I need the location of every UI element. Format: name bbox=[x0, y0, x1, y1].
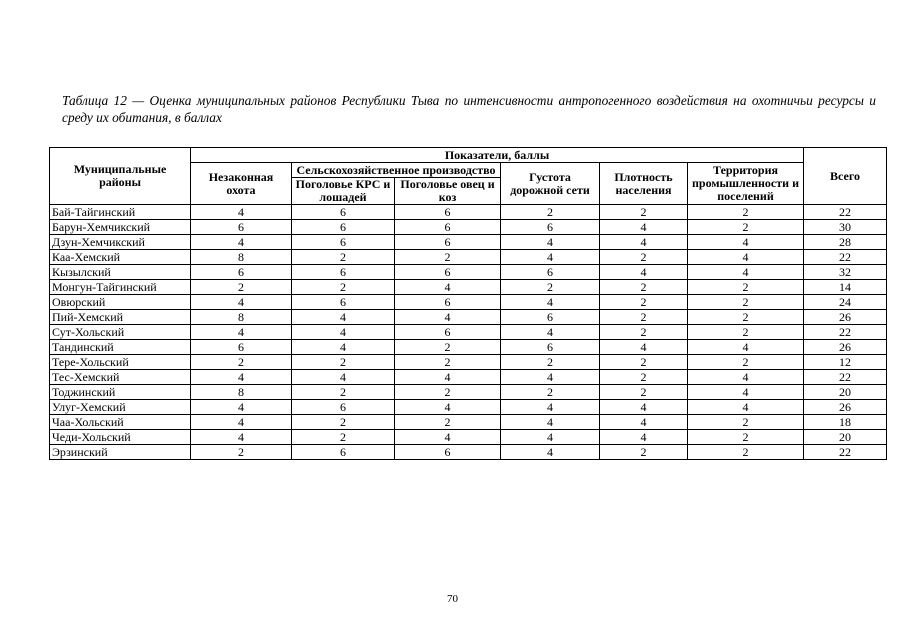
cell-roads: 2 bbox=[501, 280, 600, 295]
cell-district: Дзун-Хемчикский bbox=[50, 235, 191, 250]
cell-cattle: 4 bbox=[292, 325, 395, 340]
cell-poaching: 4 bbox=[191, 205, 292, 220]
cell-poaching: 2 bbox=[191, 445, 292, 460]
cell-industry: 2 bbox=[688, 310, 804, 325]
cell-total: 14 bbox=[804, 280, 887, 295]
header-poaching: Незаконная охота bbox=[191, 163, 292, 205]
header-sheep: Поголовье овец и коз bbox=[395, 178, 501, 205]
table-row bbox=[50, 385, 887, 400]
cell-total: 32 bbox=[804, 265, 887, 280]
cell-population: 2 bbox=[600, 355, 688, 370]
cell-district: Тоджинский bbox=[50, 385, 191, 400]
cell-industry: 4 bbox=[688, 340, 804, 355]
cell-industry: 2 bbox=[688, 280, 804, 295]
cell-cattle: 2 bbox=[292, 355, 395, 370]
cell-poaching: 6 bbox=[191, 340, 292, 355]
table-row bbox=[50, 370, 887, 385]
cell-poaching: 6 bbox=[191, 220, 292, 235]
cell-population: 2 bbox=[600, 370, 688, 385]
table-row bbox=[50, 205, 887, 220]
assessment-table bbox=[49, 147, 887, 460]
table-row bbox=[50, 355, 887, 370]
header-total: Всего bbox=[804, 148, 887, 205]
cell-sheep: 6 bbox=[395, 445, 501, 460]
cell-industry: 2 bbox=[688, 220, 804, 235]
table-row bbox=[50, 415, 887, 430]
cell-district: Бай-Тайгинский bbox=[50, 205, 191, 220]
cell-roads: 4 bbox=[501, 295, 600, 310]
cell-poaching: 8 bbox=[191, 310, 292, 325]
page-number: 70 bbox=[447, 593, 458, 605]
header-population: Плотность населения bbox=[600, 163, 688, 205]
cell-industry: 2 bbox=[688, 355, 804, 370]
cell-total: 26 bbox=[804, 340, 887, 355]
cell-poaching: 4 bbox=[191, 415, 292, 430]
cell-sheep: 2 bbox=[395, 355, 501, 370]
table-caption: Таблица 12 — Оценка муниципальных районов Республики Тыва по интенсивности антропогенного воздействия на охотничьи ресурсы и среду их обитания, в баллах bbox=[62, 93, 876, 125]
header-indicators: Показатели, баллы bbox=[191, 148, 804, 163]
cell-cattle: 6 bbox=[292, 445, 395, 460]
cell-population: 2 bbox=[600, 295, 688, 310]
table-row bbox=[50, 265, 887, 280]
cell-cattle: 4 bbox=[292, 370, 395, 385]
cell-poaching: 8 bbox=[191, 385, 292, 400]
table-row bbox=[50, 235, 887, 250]
cell-total: 22 bbox=[804, 250, 887, 265]
cell-roads: 4 bbox=[501, 430, 600, 445]
cell-industry: 4 bbox=[688, 400, 804, 415]
cell-population: 2 bbox=[600, 325, 688, 340]
cell-population: 4 bbox=[600, 415, 688, 430]
cell-roads: 4 bbox=[501, 445, 600, 460]
cell-roads: 4 bbox=[501, 250, 600, 265]
cell-poaching: 2 bbox=[191, 280, 292, 295]
cell-district: Эрзинский bbox=[50, 445, 191, 460]
cell-poaching: 4 bbox=[191, 400, 292, 415]
cell-sheep: 4 bbox=[395, 400, 501, 415]
cell-sheep: 4 bbox=[395, 370, 501, 385]
cell-cattle: 6 bbox=[292, 400, 395, 415]
table-row bbox=[50, 220, 887, 235]
cell-population: 2 bbox=[600, 280, 688, 295]
header-industry: Территория промышленности и поселений bbox=[688, 163, 804, 205]
cell-industry: 2 bbox=[688, 415, 804, 430]
cell-industry: 4 bbox=[688, 235, 804, 250]
header-district: Муниципальные районы bbox=[50, 148, 191, 205]
cell-poaching: 2 bbox=[191, 355, 292, 370]
cell-district: Чеди-Хольский bbox=[50, 430, 191, 445]
cell-industry: 4 bbox=[688, 385, 804, 400]
cell-sheep: 2 bbox=[395, 415, 501, 430]
header-roads: Густота дорожной сети bbox=[501, 163, 600, 205]
cell-district: Каа-Хемский bbox=[50, 250, 191, 265]
cell-district: Пий-Хемский bbox=[50, 310, 191, 325]
cell-industry: 2 bbox=[688, 205, 804, 220]
cell-total: 20 bbox=[804, 385, 887, 400]
cell-industry: 4 bbox=[688, 265, 804, 280]
header-cattle: Поголовье КРС и лошадей bbox=[292, 178, 395, 205]
cell-total: 24 bbox=[804, 295, 887, 310]
cell-cattle: 6 bbox=[292, 295, 395, 310]
cell-roads: 2 bbox=[501, 355, 600, 370]
cell-total: 26 bbox=[804, 400, 887, 415]
cell-population: 2 bbox=[600, 310, 688, 325]
cell-population: 4 bbox=[600, 400, 688, 415]
cell-total: 26 bbox=[804, 310, 887, 325]
table-row bbox=[50, 295, 887, 310]
cell-sheep: 6 bbox=[395, 220, 501, 235]
cell-poaching: 4 bbox=[191, 295, 292, 310]
cell-sheep: 2 bbox=[395, 250, 501, 265]
cell-poaching: 4 bbox=[191, 370, 292, 385]
cell-cattle: 6 bbox=[292, 220, 395, 235]
cell-total: 28 bbox=[804, 235, 887, 250]
table-row bbox=[50, 325, 887, 340]
cell-sheep: 4 bbox=[395, 430, 501, 445]
cell-total: 18 bbox=[804, 415, 887, 430]
cell-roads: 6 bbox=[501, 265, 600, 280]
header-agriculture: Сельскохозяйственное производство bbox=[292, 163, 501, 178]
cell-population: 4 bbox=[600, 340, 688, 355]
cell-district: Тере-Хольский bbox=[50, 355, 191, 370]
table-row bbox=[50, 310, 887, 325]
cell-cattle: 6 bbox=[292, 265, 395, 280]
cell-roads: 6 bbox=[501, 340, 600, 355]
cell-total: 22 bbox=[804, 370, 887, 385]
cell-total: 12 bbox=[804, 355, 887, 370]
cell-sheep: 2 bbox=[395, 340, 501, 355]
cell-district: Монгун-Тайгинский bbox=[50, 280, 191, 295]
cell-population: 4 bbox=[600, 235, 688, 250]
table-row bbox=[50, 400, 887, 415]
cell-total: 22 bbox=[804, 325, 887, 340]
cell-industry: 4 bbox=[688, 250, 804, 265]
cell-total: 22 bbox=[804, 205, 887, 220]
cell-population: 2 bbox=[600, 250, 688, 265]
cell-district: Улуг-Хемский bbox=[50, 400, 191, 415]
cell-industry: 2 bbox=[688, 325, 804, 340]
table-row bbox=[50, 280, 887, 295]
table-row bbox=[50, 445, 887, 460]
cell-sheep: 6 bbox=[395, 325, 501, 340]
cell-roads: 6 bbox=[501, 310, 600, 325]
cell-district: Тес-Хемский bbox=[50, 370, 191, 385]
cell-district: Овюрский bbox=[50, 295, 191, 310]
cell-cattle: 2 bbox=[292, 415, 395, 430]
cell-total: 30 bbox=[804, 220, 887, 235]
cell-industry: 2 bbox=[688, 295, 804, 310]
cell-district: Сут-Хольский bbox=[50, 325, 191, 340]
cell-poaching: 4 bbox=[191, 430, 292, 445]
cell-sheep: 4 bbox=[395, 310, 501, 325]
cell-poaching: 4 bbox=[191, 325, 292, 340]
cell-population: 4 bbox=[600, 430, 688, 445]
cell-cattle: 2 bbox=[292, 250, 395, 265]
cell-roads: 4 bbox=[501, 325, 600, 340]
cell-sheep: 6 bbox=[395, 295, 501, 310]
cell-district: Тандинский bbox=[50, 340, 191, 355]
cell-district: Кызылский bbox=[50, 265, 191, 280]
cell-cattle: 2 bbox=[292, 280, 395, 295]
cell-poaching: 4 bbox=[191, 235, 292, 250]
cell-sheep: 6 bbox=[395, 205, 501, 220]
cell-district: Чаа-Хольский bbox=[50, 415, 191, 430]
cell-cattle: 6 bbox=[292, 205, 395, 220]
cell-industry: 2 bbox=[688, 445, 804, 460]
cell-industry: 2 bbox=[688, 430, 804, 445]
cell-sheep: 6 bbox=[395, 235, 501, 250]
cell-cattle: 2 bbox=[292, 430, 395, 445]
cell-population: 2 bbox=[600, 385, 688, 400]
table-row bbox=[50, 340, 887, 355]
cell-population: 2 bbox=[600, 205, 688, 220]
cell-roads: 4 bbox=[501, 235, 600, 250]
cell-roads: 2 bbox=[501, 205, 600, 220]
cell-population: 2 bbox=[600, 445, 688, 460]
cell-industry: 4 bbox=[688, 370, 804, 385]
cell-roads: 2 bbox=[501, 385, 600, 400]
cell-district: Барун-Хемчикский bbox=[50, 220, 191, 235]
cell-poaching: 8 bbox=[191, 250, 292, 265]
cell-cattle: 6 bbox=[292, 235, 395, 250]
cell-total: 20 bbox=[804, 430, 887, 445]
cell-sheep: 4 bbox=[395, 280, 501, 295]
cell-population: 4 bbox=[600, 265, 688, 280]
cell-population: 4 bbox=[600, 220, 688, 235]
cell-sheep: 2 bbox=[395, 385, 501, 400]
cell-cattle: 2 bbox=[292, 385, 395, 400]
cell-poaching: 6 bbox=[191, 265, 292, 280]
cell-roads: 4 bbox=[501, 400, 600, 415]
cell-roads: 4 bbox=[501, 370, 600, 385]
cell-roads: 4 bbox=[501, 415, 600, 430]
cell-sheep: 6 bbox=[395, 265, 501, 280]
cell-cattle: 4 bbox=[292, 340, 395, 355]
table-row bbox=[50, 430, 887, 445]
cell-cattle: 4 bbox=[292, 310, 395, 325]
table-row bbox=[50, 250, 887, 265]
cell-roads: 6 bbox=[501, 220, 600, 235]
cell-total: 22 bbox=[804, 445, 887, 460]
